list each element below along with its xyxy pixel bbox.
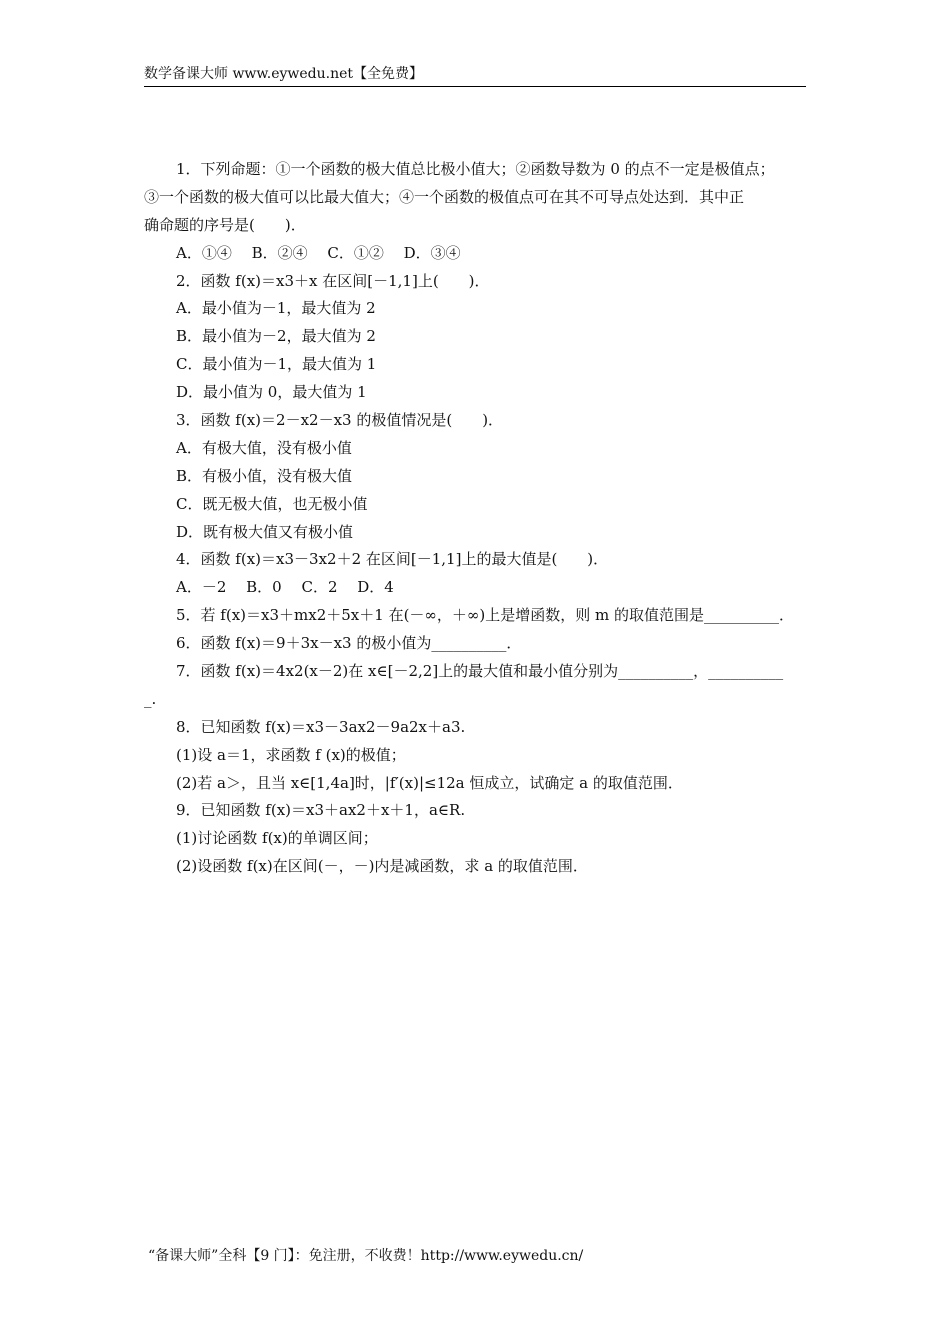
q9-part2: (2)设函数 f(x)在区间(－，－)内是减函数，求 a 的取值范围．	[176, 857, 588, 876]
q3-option-c: C．既无极大值，也无极小值	[176, 494, 368, 513]
footer-text: “备课大师”全科【9 门】：免注册，不收费！http://www.eywedu.cn/	[148, 1248, 584, 1264]
q2-text: 2．函数 f(x)＝x3＋x 在区间[－1,1]上( )．	[176, 271, 490, 290]
q6-stem: 6．函数 f(x)＝9＋3x－x3 的极小值为__________．	[176, 634, 522, 653]
q2-option-c: C．最小值为－1，最大值为 1	[176, 355, 377, 374]
q9-part1: (1)讨论函数 f(x)的单调区间；	[176, 829, 378, 848]
q3-stem: 3．函数 f(x)＝2－x2－x3 的极值情况是( )．	[176, 411, 504, 430]
q7-stem: 7．函数 f(x)＝4x2(x－2)在 x∈[－2,2]上的最大值和最小值分别为__________，__________	[176, 662, 784, 681]
q1-options: A．①④ B．②④ C．①② D．③④	[176, 243, 461, 262]
q2-stem	[144, 268, 806, 296]
header-text: 数学备课大师 www.eywedu.net【全免费】	[144, 66, 424, 82]
q3-option-d: D．既有极大值又有极小值	[176, 522, 354, 541]
page-footer	[148, 1245, 583, 1265]
q1-line1: 1．下列命题：①一个函数的极大值总比极小值大；②函数导数为 0 的点不一定是极值点；	[176, 160, 775, 178]
q1-line3: 确命题的序号是( )．	[144, 215, 306, 234]
document-body	[144, 156, 806, 881]
q2-option-a: A．最小值为－1，最大值为 2	[176, 299, 376, 318]
q9-stem: 9．已知函数 f(x)＝x3＋ax2＋x＋1，a∈R.	[176, 801, 466, 820]
q3-option-b: B．有极小值，没有极大值	[176, 466, 353, 485]
q2-option-d: D．最小值为 0，最大值为 1	[176, 383, 367, 402]
q4-options: A．－2 B．0 C．2 D．4	[176, 578, 394, 597]
q8-part2: (2)若 a＞，且当 x∈[1,4a]时，|f′(x)|≤12a 恒成立，试确定 a 的取值范围．	[176, 773, 683, 792]
page-header	[144, 64, 806, 87]
q3-option-a: A．有极大值，没有极小值	[176, 438, 352, 457]
q8-stem: 8．已知函数 f(x)＝x3－3ax2－9a2x＋a3.	[176, 717, 466, 736]
q8-part1: (1)设 a＝1，求函数 f (x)的极值；	[176, 745, 406, 764]
q2-option-b: B．最小值为－2，最大值为 2	[176, 327, 376, 346]
q7-continuation: _.	[144, 689, 157, 708]
q4-stem: 4．函数 f(x)＝x3－3x2＋2 在区间[－1,1]上的最大值是( )．	[176, 550, 609, 569]
q1-line2: ③一个函数的极大值可以比最大值大；④一个函数的极值点可在其不可导点处达到．其中正	[144, 187, 745, 206]
q5-stem: 5．若 f(x)＝x3＋mx2＋5x＋1 在(－∞，＋∞)上是增函数，则 m 的取值范围是__________．	[176, 606, 795, 625]
